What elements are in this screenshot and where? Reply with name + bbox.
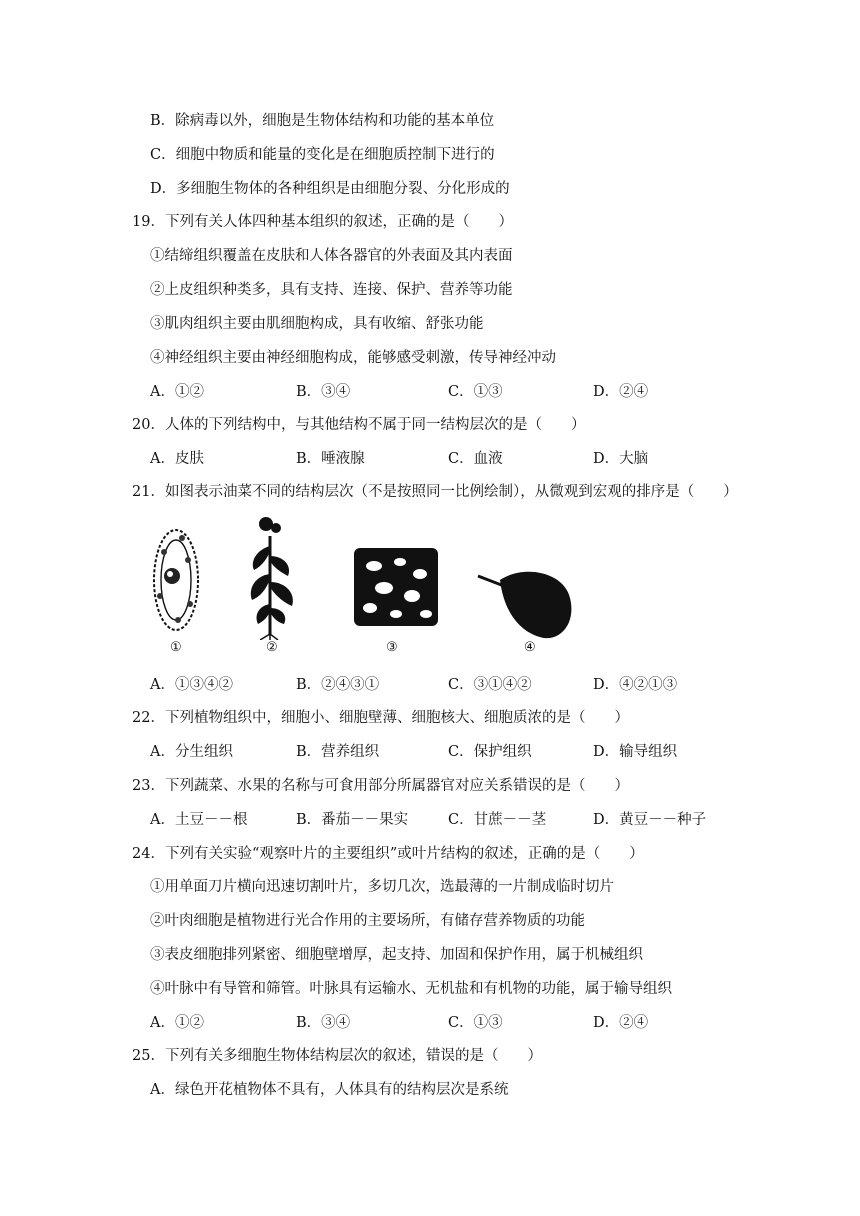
q19-stem: 19．下列有关人体四种基本组织的叙述，正确的是（ ） xyxy=(132,214,513,230)
q21-option-d: D．④②①③ xyxy=(593,677,678,693)
q20-option-a: A．皮肤 xyxy=(150,451,204,467)
q18-option-b: B．除病毒以外，细胞是生物体结构和功能的基本单位 xyxy=(150,113,495,129)
q21-option-c: C．③①④② xyxy=(448,677,532,693)
q19-option-c: C．①③ xyxy=(448,384,503,400)
rapeseed-structure-levels-illustration xyxy=(148,516,588,640)
q24-statement-3: ③表皮细胞排列紧密、细胞壁增厚，起支持、加固和保护作用，属于机械组织 xyxy=(150,947,643,963)
q19-statement-1: ①结缔组织覆盖在皮肤和人体各器官的外表面及其内表面 xyxy=(150,248,513,264)
figure-label-1: ① xyxy=(170,640,182,655)
q20-stem: 20．人体的下列结构中，与其他结构不属于同一结构层次的是（ ） xyxy=(132,417,586,433)
q19-statement-2: ②上皮组织种类多，具有支持、连接、保护、营养等功能 xyxy=(150,282,513,298)
q19-statement-3: ③肌肉组织主要由肌细胞构成，具有收缩、舒张功能 xyxy=(150,316,484,332)
q20-option-b: B．唾液腺 xyxy=(296,451,365,467)
q24-option-a: A．①② xyxy=(150,1015,204,1031)
q21-option-b: B．②④③① xyxy=(296,677,380,693)
figure-label-4: ④ xyxy=(524,640,536,655)
q20-option-c: C．血液 xyxy=(448,451,503,467)
q23-option-b: B．番茄－－果实 xyxy=(296,812,409,828)
q23-stem: 23．下列蔬菜、水果的名称与可食用部分所属器官对应关系错误的是（ ） xyxy=(132,778,629,794)
cell-illustration xyxy=(154,530,198,630)
q22-option-d: D．输导组织 xyxy=(593,744,678,760)
q21-stem: 21．如图表示油菜不同的结构层次（不是按照同一比例绘制），从微观到宏观的排序是（ ） xyxy=(132,484,738,500)
figure-label-3: ③ xyxy=(386,640,398,655)
q21-option-a: A．①③④② xyxy=(150,677,233,693)
q18-option-d: D．多细胞生物体的各种组织是由细胞分裂、分化形成的 xyxy=(150,181,510,197)
q19-option-b: B．③④ xyxy=(296,384,351,400)
q23-option-a: A．土豆－－根 xyxy=(150,812,248,828)
q19-statement-4: ④神经组织主要由神经细胞构成，能够感受刺激，传导神经冲动 xyxy=(150,350,556,366)
q24-stem: 24．下列有关实验“观察叶片的主要组织”或叶片结构的叙述，正确的是（ ） xyxy=(132,846,644,862)
figure-label-2: ② xyxy=(266,640,278,655)
q19-option-a: A．①② xyxy=(150,384,204,400)
q22-option-a: A．分生组织 xyxy=(150,744,233,760)
leaf-illustration xyxy=(478,572,571,638)
q24-option-d: D．②④ xyxy=(593,1015,649,1031)
q25-stem: 25．下列有关多细胞生物体结构层次的叙述，错误的是（ ） xyxy=(132,1048,542,1064)
q18-option-c: C．细胞中物质和能量的变化是在细胞质控制下进行的 xyxy=(150,147,495,163)
q21-figure xyxy=(148,516,588,664)
tissue-illustration xyxy=(354,548,438,626)
plant-illustration xyxy=(251,517,293,640)
q24-option-b: B．③④ xyxy=(296,1015,351,1031)
q24-statement-4: ④叶脉中有导管和筛管。叶脉具有运输水、无机盐和有机物的功能，属于输导组织 xyxy=(150,981,672,997)
q25-option-a: A．绿色开花植物体不具有，人体具有的结构层次是系统 xyxy=(150,1082,509,1098)
q22-option-b: B．营养组织 xyxy=(296,744,380,760)
q23-option-d: D．黄豆－－种子 xyxy=(593,812,707,828)
q24-statement-2: ②叶肉细胞是植物进行光合作用的主要场所，有储存营养物质的功能 xyxy=(150,913,585,929)
q22-option-c: C．保护组织 xyxy=(448,744,532,760)
q20-option-d: D．大脑 xyxy=(593,451,649,467)
q22-stem: 22．下列植物组织中，细胞小、细胞壁薄、细胞核大、细胞质浓的是（ ） xyxy=(132,710,629,726)
q24-option-c: C．①③ xyxy=(448,1015,503,1031)
q23-option-c: C．甘蔗－－茎 xyxy=(448,812,547,828)
q24-statement-1: ①用单面刀片横向迅速切割叶片，多切几次，选最薄的一片制成临时切片 xyxy=(150,879,614,895)
q19-option-d: D．②④ xyxy=(593,384,649,400)
